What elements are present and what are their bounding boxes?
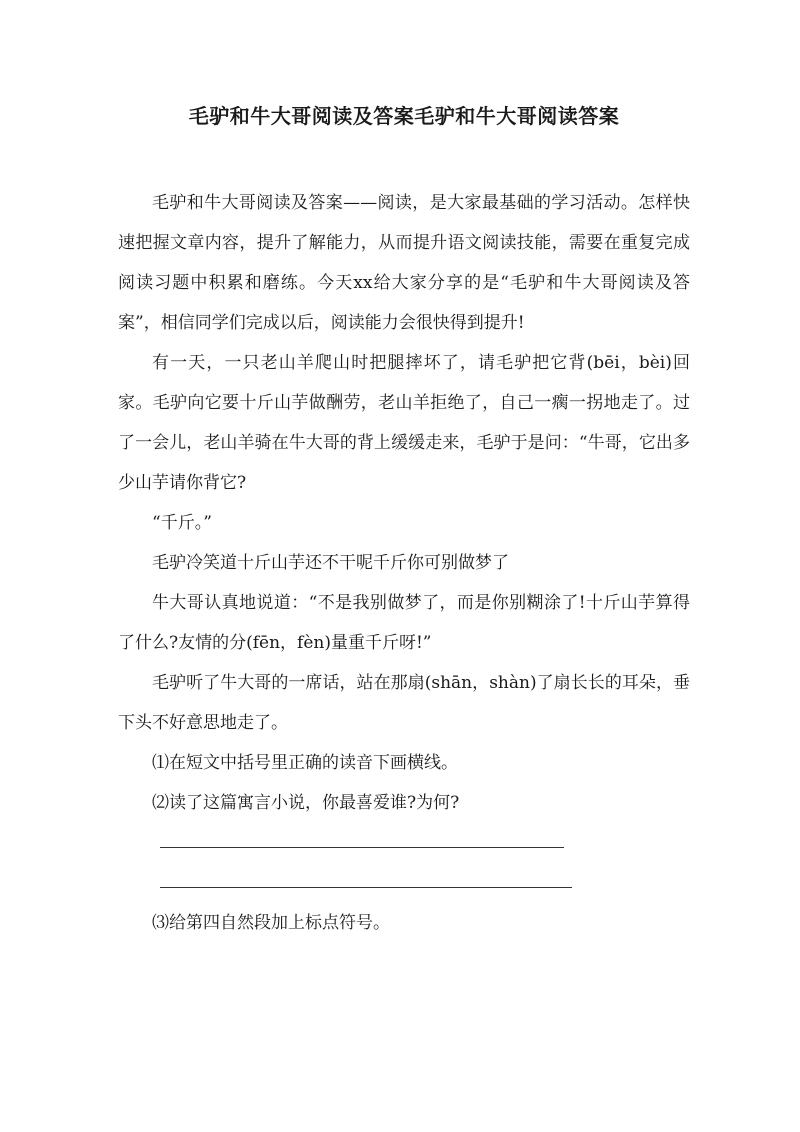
question-1: ⑴在短文中括号里正确的读音下画横线。: [152, 753, 458, 773]
story-paragraph-1: 有一天，一只老山羊爬山时把腿摔坏了，请毛驴把它背(bēi，bèi)回家。毛驴向它要十斤山芋做酬劳，老山羊拒绝了，自己一瘸一拐地走了。过了一会儿，老山羊骑在牛大哥的背上缓缓走来，毛驴于是问：“牛哥，它出多少山芋请你背它?: [118, 353, 690, 493]
answer-blank-line: [160, 823, 564, 863]
answer-blank-line: [160, 863, 572, 903]
story-paragraph-3: 毛驴冷笑道十斤山芋还不干呢千斤你可别做梦了: [152, 553, 509, 573]
story-paragraph-2: “千斤。”: [152, 513, 212, 533]
document-body: [118, 183, 690, 943]
story-paragraph-4: 牛大哥认真地说道：“不是我别做梦了，而是你别糊涂了!十斤山芋算得了什么?友情的分(fēn，fèn)量重千斤呀!”: [118, 593, 690, 653]
question-2: ⑵读了这篇寓言小说，你最喜爱谁?为何?: [152, 793, 460, 813]
story-paragraph-5: 毛驴听了牛大哥的一席话，站在那扇(shān，shàn)了扇长长的耳朵，垂下头不好意思地走了。: [118, 673, 690, 733]
question-3: ⑶给第四自然段加上标点符号。: [152, 913, 390, 933]
intro-paragraph: 毛驴和牛大哥阅读及答案——阅读，是大家最基础的学习活动。怎样快速把握文章内容，提升了解能力，从而提升语文阅读技能，需要在重复完成阅读习题中积累和磨练。今天xx给大家分享的是“毛驴和牛大哥阅读及答案”，相信同学们完成以后，阅读能力会很快得到提升!: [118, 193, 690, 333]
document-title: 毛驴和牛大哥阅读及答案毛驴和牛大哥阅读答案: [188, 104, 620, 128]
